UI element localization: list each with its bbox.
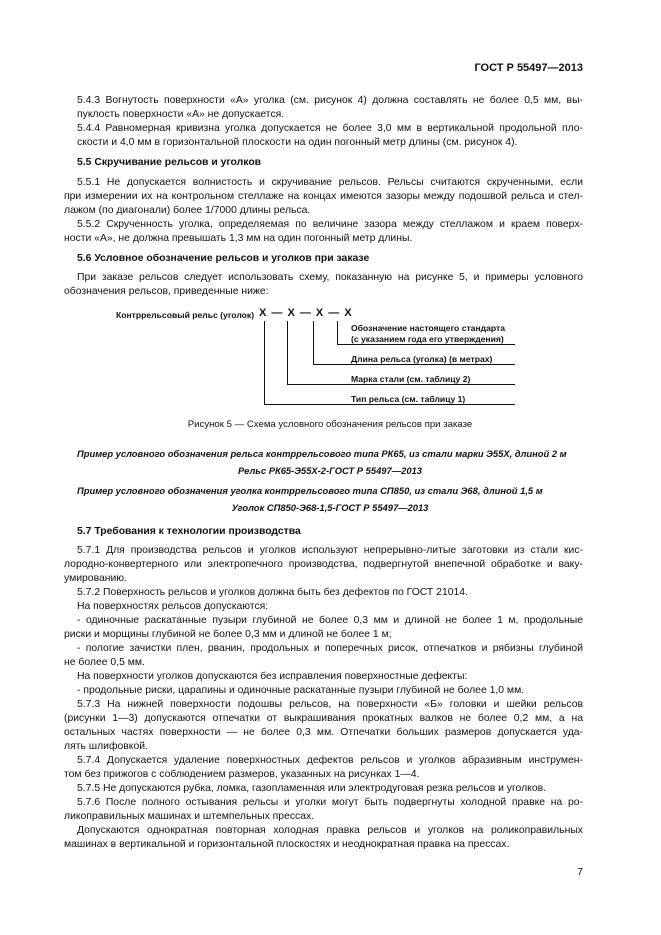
para-5-7-2-line-7: На поверхности уголков допускаются без исправления поверхностные дефекты:	[77, 671, 468, 682]
para-5-7-1-line-2: лородно-конвертерного или электропечного производства, подвергнутой внепечной обработке и ваку-	[64, 559, 583, 570]
label-steel-grade: Марка стали (см. таблицу 2)	[351, 374, 471, 384]
para-5-7-4-line-1: 5.7.4 Допускается удаление поверхностных дефектов рельсов и уголков абразивным инструмен-	[77, 755, 583, 766]
section-heading-5-6: 5.6 Условное обозначение рельсов и уголков при заказе	[77, 253, 370, 264]
para-5-7-2-line-8: - продольные риски, царапины и одиночные раскатанные пузыри глубиной не более 1,0 мм.	[77, 685, 525, 696]
para-5-7-6-line-3: Допускаются однократная повторная холодная правка рельсов и уголков на роликоправильных	[77, 825, 583, 836]
page-number: 7	[577, 867, 583, 878]
label-standard-line-2: (с указанием года его утверждения)	[351, 334, 504, 344]
para-5-7-2-line-3: - одиночные раскатанные пузыри глубиной не более 0,3 мм и длиной не более 1 м, продольные	[77, 615, 583, 626]
leader-line-standard	[337, 321, 338, 345]
para-5-7-1-line-3: умированию.	[64, 573, 127, 584]
para-5-7-2-line-1: 5.7.2 Поверхность рельсов и уголков должна быть без дефектов по ГОСТ 21014.	[77, 587, 468, 598]
para-5-7-2-line-2: На поверхностях рельсов допускаются:	[77, 601, 269, 612]
para-5-7-4-line-2: том без прижогов с соблюдением размеров, указанных на рисунках 1—4.	[64, 769, 420, 780]
para-5-5-2-line-1: 5.5.2 Скрученность уголка, определяемая по величине зазора между стеллажом и краем поверх-	[77, 219, 583, 230]
para-5-4-4-line-2: скости и 4,0 мм в горизонтальной плоскости на один погонный метр длины (см. рисунок 4).	[77, 137, 518, 148]
section-heading-5-5: 5.5 Скручивание рельсов и уголков	[77, 157, 262, 168]
example-2-code: Уголок СП850-Э68-1,5-ГОСТ Р 55497—2013	[231, 502, 429, 513]
example-1-code: Рельс РК65-Э55Х-2-ГОСТ Р 55497—2013	[238, 465, 422, 476]
label-rail-type: Тип рельса (см. таблицу 1)	[351, 394, 466, 404]
para-5-5-2-line-2: ности «А», не должна превышать 1,3 мм на один погонный метр длины.	[64, 233, 413, 244]
para-5-4-3-line-1: 5.4.3 Вогнутость поверхности «А» уголка (см. рисунок 4) должна составлять не более 0,5 мм, вы-	[77, 95, 583, 106]
leader-line-type	[264, 321, 265, 405]
para-5-7-3-line-1: 5.7.3 На нижней поверхности подошвы рельсов, на поверхности «Б» головки и шейки рельсов	[77, 699, 583, 710]
para-5-5-1-line-3: лажом (по диагонали) более 1/7000 длины рельса.	[64, 205, 311, 216]
scheme-lead-label: Контррельсовый рельс (уголок)	[116, 310, 255, 320]
scheme-placeholders: X — X — X — X	[259, 307, 353, 319]
label-standard-line-1: Обозначение настоящего стандарта	[351, 323, 506, 333]
para-5-6-line-2: обозначения рельсов, приведенные ниже:	[64, 286, 269, 297]
para-5-7-6-line-4: машинах в вертикальной и горизонтальной плоскостях и неоднократная правка на прессах.	[64, 839, 510, 850]
para-5-7-6-line-1: 5.7.6 После полного остывания рельсы и уголки могут быть подвергнуты холодной правке на ро-	[77, 797, 583, 808]
label-length: Длина рельса (уголка) (в метрах)	[351, 354, 493, 364]
example-2-title: Пример условного обозначения уголка контррельсового типа СП850, из стали Э68, длиной 1,5 м	[77, 485, 543, 496]
para-5-7-6-line-2: ликоправильных машинах и штемпельных прессах.	[64, 811, 315, 822]
para-5-7-3-line-3: остальных частях поверхности — не более 0,3 мм. Отпечатки больших размеров допускается уда-	[64, 727, 583, 738]
figure-caption: Рисунок 5 — Схема условного обозначения рельсов при заказе	[187, 419, 473, 430]
document-code: ГОСТ Р 55497—2013	[474, 62, 583, 74]
para-5-4-4-line-1: 5.4.4 Равномерная кривизна уголка допускается не более 3,0 мм в вертикальной продольной пло-	[77, 123, 583, 134]
leader-line-grade	[287, 321, 288, 385]
para-5-6-line-1: При заказе рельсов следует использовать схему, показанную на рисунке 5, и примеры условного	[77, 272, 583, 283]
para-5-7-2-line-5: - пологие зачистки плен, рванин, продольных и поперечных рисок, отпечатков и рябизны глубиной	[77, 643, 583, 654]
para-5-5-1-line-1: 5.5.1 Не допускается волнистость и скручивание рельсов. Рельсы считаются скрученными, если	[77, 177, 583, 188]
para-5-7-3-line-4: лять шлифовкой.	[64, 741, 148, 752]
para-5-7-3-line-2: (рисунки 1—3) допускаются отпечатки от выкрашивания прокатных валков не более 0,2 мм, а на	[64, 713, 583, 724]
para-5-7-5: 5.7.5 Не допускаются рубка, ломка, газопламенная или электродуговая резка рельсов и уголков.	[77, 783, 547, 794]
example-1-title: Пример условного обозначения рельса контррельсового типа РК65, из стали марки Э55Х, длиной 2 м	[77, 448, 567, 459]
para-5-7-1-line-1: 5.7.1 Для производства рельсов и уголков используют непрерывно-литые заготовки из стали кис-	[77, 545, 583, 556]
para-5-4-3-line-2: пуклость поверхности «А» не допускается.	[77, 109, 285, 120]
para-5-5-1-line-2: при измерении их на контрольном стеллаже на концах имеются зазоры между подошвой рельса и стел-	[64, 191, 583, 202]
para-5-7-2-line-6: не более 0,5 мм.	[64, 657, 145, 668]
section-heading-5-7: 5.7 Требования к технологии производства	[77, 526, 301, 537]
para-5-7-2-line-4: риски и морщины глубиной не более 0,3 мм и длиной не более 1 м;	[64, 629, 392, 640]
leader-line-length	[313, 321, 314, 365]
